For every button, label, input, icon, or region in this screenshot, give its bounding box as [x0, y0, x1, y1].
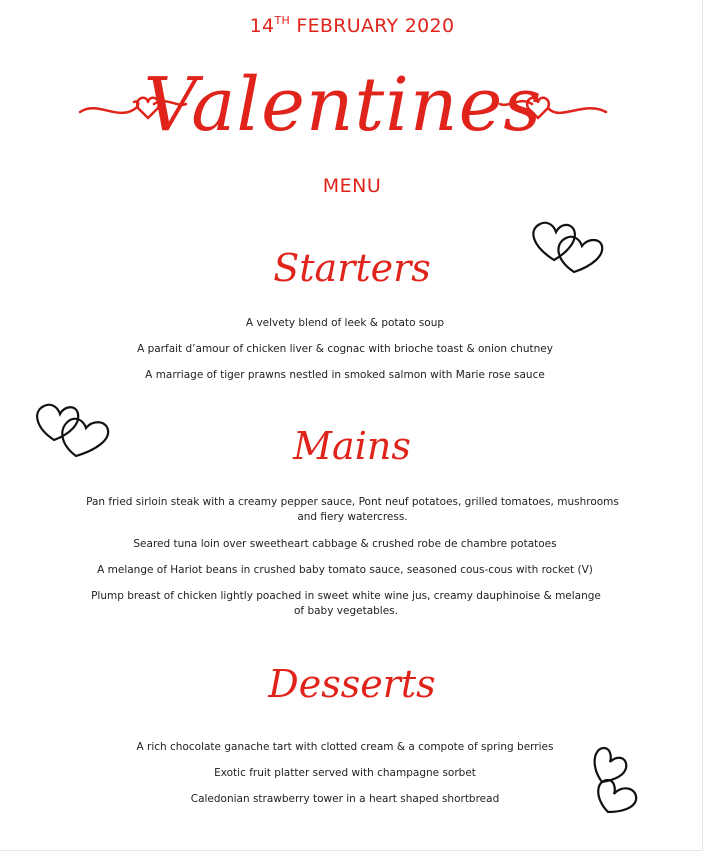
menu-item: A rich chocolate ganache tart with clotted cream & a compote of spring berries: [136, 741, 554, 753]
date-rest: FEBRUARY 2020: [290, 15, 455, 37]
section-title-mains: Mains: [293, 424, 411, 468]
section-title-starters: Starters: [273, 246, 431, 290]
menu-item: Exotic fruit platter served with champagne sorbet: [214, 767, 476, 779]
date-suffix: TH: [274, 14, 291, 27]
menu-item: Pan fried sirloin steak with a creamy pepper sauce, Pont neuf potatoes, grilled tomatoes, mushrooms and fiery watercress.: [86, 496, 619, 523]
menu-item: A parfait d’amour of chicken liver & cognac with brioche toast & onion chutney: [137, 343, 553, 355]
section-title-desserts: Desserts: [268, 662, 436, 706]
menu-item: A melange of Hariot beans in crushed baby tomato sauce, seasoned cous-cous with rocket (V): [97, 564, 593, 576]
title-banner: [78, 54, 608, 164]
right-flourish-heart-icon: [498, 82, 608, 132]
menu-item: Caledonian strawberry tower in a heart shaped shortbread: [190, 793, 500, 805]
menu-item: A velvety blend of leek & potato soup: [245, 317, 445, 329]
menu-item: Seared tuna loin over sweetheart cabbage & crushed robe de chambre potatoes: [133, 538, 557, 550]
menu-date: [0, 14, 704, 37]
menu-title: Valentines: [143, 62, 543, 148]
menu-subtitle: MENU: [322, 175, 382, 197]
menu-item: A marriage of tiger prawns nestled in smoked salmon with Marie rose sauce: [145, 369, 545, 381]
date-day: 14: [249, 15, 275, 37]
menu-item: Plump breast of chicken lightly poached in sweet white wine jus, creamy dauphinoise & melange of baby vegetables.: [91, 590, 601, 617]
